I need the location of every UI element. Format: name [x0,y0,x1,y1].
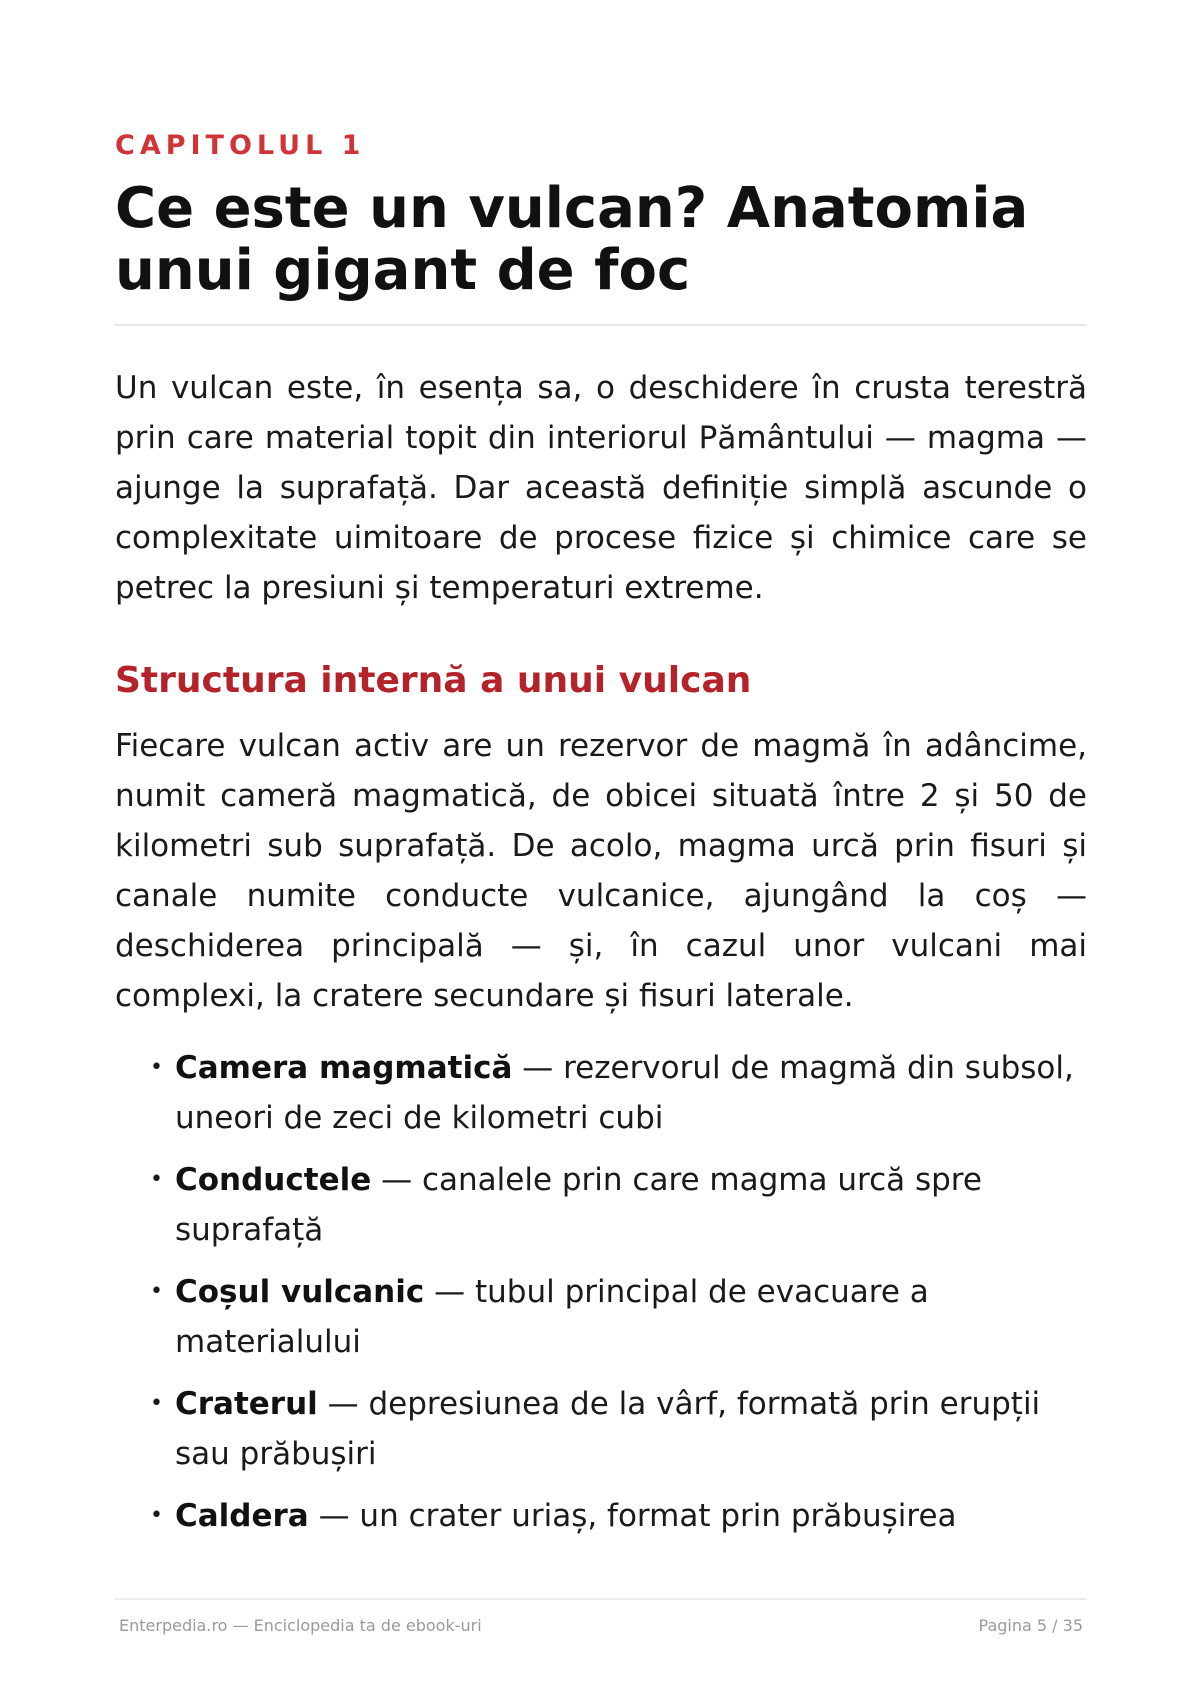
section-heading: Structura internă a unui vulcan [115,660,752,701]
title-divider [115,324,1087,326]
bullet-icon: • [150,1279,163,1304]
intro-paragraph: Un vulcan este, în esența sa, o deschidere în crusta terestră prin care material topit din interiorul Pământului — magma — ajunge la suprafață. Dar această definiție simplă ascunde o complexitate uimitoare de procese fizice și chimice care se petrec la presiuni și temperaturi extreme. [115,370,1087,606]
section-paragraph: Fiecare vulcan activ are un rezervor de magmă în adâncime, numit cameră magmatică, de obicei situată între 2 și 50 de kilometri sub suprafață. De acolo, magma urcă prin fisuri și canale numite conducte vulcanice, ajungând la coș — deschiderea principală — și, în cazul unor vulcani mai complexi, la cratere secundare și fisuri laterale. [115,728,1087,1014]
list-item [150,1043,1087,1143]
footer-divider [115,1598,1087,1600]
list-item-term: Camera magmatică [175,1050,513,1086]
footer-site-name: Enterpedia.ro — Enciclopedia ta de ebook-uri [119,1616,482,1635]
list-item-term: Craterul [175,1386,318,1422]
list-item-description: — tubul principal de evacuare a materialului [175,1274,929,1360]
list-item [150,1491,1087,1541]
bullet-icon: • [150,1503,163,1528]
list-item [150,1267,1087,1367]
bullet-icon: • [150,1055,163,1080]
list-item-description: — un crater uriaș, format prin prăbușirea [308,1498,957,1534]
list-item-description: — depresiunea de la vârf, formată prin erupții sau prăbușiri [175,1386,1041,1472]
list-item [150,1379,1087,1479]
structure-list [150,1043,1087,1553]
footer-page-number: Pagina 5 / 35 [978,1616,1083,1635]
list-item-term: Conductele [175,1162,372,1198]
list-item-term: Coșul vulcanic [175,1274,425,1310]
list-item-term: Caldera [175,1498,309,1534]
list-item-description: — canalele prin care magma urcă spre suprafață [175,1162,982,1248]
chapter-title: Ce este un vulcan? Anatomia unui gigant de foc [115,176,1029,303]
bullet-icon: • [150,1391,163,1416]
list-item-description: — rezervorul de magmă din subsol, uneori de zeci de kilometri cubi [175,1050,1074,1136]
chapter-label: CAPITOLUL 1 [115,130,366,161]
bullet-icon: • [150,1167,163,1192]
list-item [150,1155,1087,1255]
